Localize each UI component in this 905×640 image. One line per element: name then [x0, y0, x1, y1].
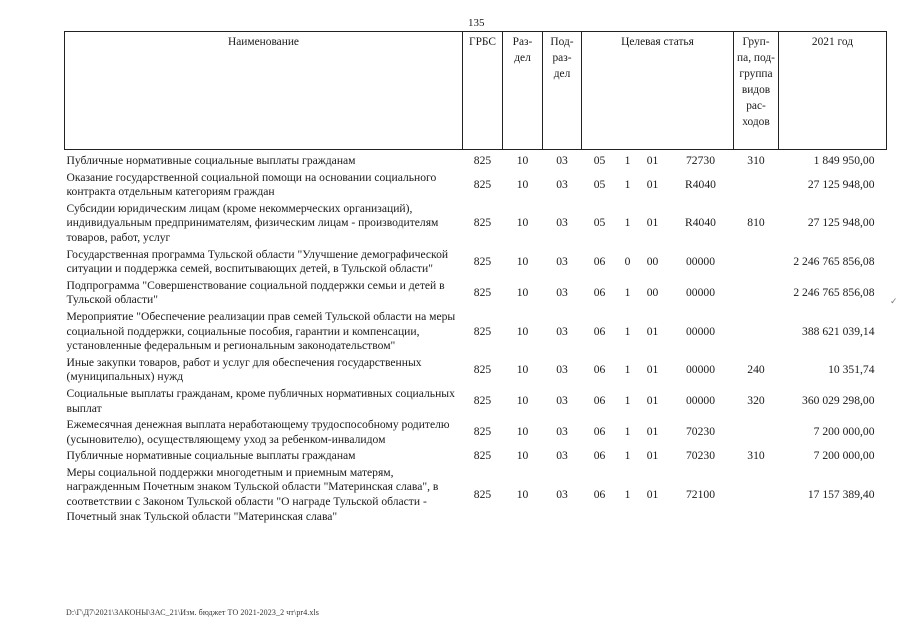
- row-target-direction: R4040: [685, 177, 716, 191]
- header-name: Наименование: [65, 32, 463, 150]
- row-podrazdel: 03: [556, 286, 568, 300]
- row-target-subprogram: 1: [624, 154, 631, 167]
- row-razdel: 10: [516, 154, 529, 167]
- row-amount: 1 849 950,00: [813, 154, 875, 167]
- page-number: 135: [468, 17, 485, 29]
- row-podrazdel: 03: [556, 487, 568, 501]
- row-expense-group: [734, 417, 779, 448]
- row-target-direction: 00000: [686, 254, 715, 268]
- row-target-subprogram: 1: [624, 449, 631, 463]
- row-target-program: 05: [593, 177, 606, 191]
- row-name: Ежемесячная денежная выплата неработающему трудоспособному родителю (усыновителю), осуществляющему уход за ребенком-инвалидом: [66, 418, 450, 446]
- header-grbs: ГРБС: [463, 32, 503, 150]
- row-podrazdel: 03: [556, 177, 568, 191]
- row-razdel: 10: [516, 487, 529, 501]
- margin-mark-icon: ✓: [890, 296, 898, 306]
- row-podrazdel: 03: [556, 449, 568, 463]
- row-grbs: 825: [473, 177, 492, 191]
- row-expense-group: [734, 247, 779, 278]
- row-grbs: 825: [473, 216, 492, 230]
- row-amount: 388 621 039,14: [802, 324, 875, 338]
- row-name: Публичные нормативные социальные выплаты гражданам: [66, 154, 356, 167]
- row-target-program: 06: [593, 254, 606, 268]
- row-target-direction: 72100: [686, 487, 715, 501]
- row-razdel: 10: [516, 254, 529, 268]
- row-target-subprogram: 1: [624, 216, 631, 230]
- row-target-direction: R4040: [685, 216, 716, 230]
- row-podrazdel: 03: [556, 216, 568, 230]
- row-razdel: 10: [516, 449, 529, 463]
- row-target-direction: 70230: [686, 425, 715, 439]
- row-grbs: 825: [473, 286, 492, 300]
- row-podrazdel: 03: [556, 425, 568, 439]
- row-amount: 27 125 948,00: [807, 177, 875, 191]
- table-row: [65, 448, 887, 465]
- row-target-direction: 00000: [686, 324, 715, 338]
- row-amount: 27 125 948,00: [807, 216, 875, 230]
- file-path-footer: D:\Г\Д7\2021\ЗАКОНЫ\ЗАС_21\Изм. бюджет ТО 2021-2023_2 чт\pr4.xls: [66, 608, 320, 617]
- row-target-event: 01: [646, 394, 659, 408]
- row-razdel: 10: [516, 177, 529, 191]
- row-target-program: 06: [593, 487, 606, 501]
- row-grbs: 825: [473, 487, 492, 501]
- row-grbs: 825: [473, 449, 492, 463]
- table-header: [65, 32, 887, 150]
- row-podrazdel: 03: [556, 254, 568, 268]
- row-target-subprogram: 1: [624, 394, 631, 408]
- row-amount: 7 200 000,00: [813, 449, 875, 463]
- row-name: Публичные нормативные социальные выплаты гражданам: [66, 449, 356, 463]
- row-razdel: 10: [516, 425, 529, 439]
- header-group: Груп- па, под- группа видов рас- ходов: [734, 32, 779, 150]
- row-name: Меры социальной поддержки многодетным и приемным матерям, награжденным Почетным знаком Тульской области "Материнская слава", в соответствии с Законом Тульской области "О награде Тульской области - Почетный знак Тульской области "Материнская слава": [66, 465, 439, 523]
- row-amount: 17 157 389,40: [807, 487, 875, 501]
- row-name: Иные закупки товаров, работ и услуг для обеспечения государственных (муниципальных) нужд: [66, 355, 422, 384]
- row-target-event: 01: [646, 216, 659, 230]
- row-expense-group: [734, 278, 779, 309]
- row-target-program: 06: [593, 324, 606, 338]
- row-razdel: 10: [516, 394, 529, 408]
- row-name: Субсидии юридическим лицам (кроме некоммерческих организаций), индивидуальным предпринимателям, физическим лицам - производителям товаров, работ, услуг: [66, 201, 439, 244]
- row-razdel: 10: [516, 363, 529, 377]
- row-amount: 2 246 765 856,08: [793, 254, 875, 268]
- row-target-event: 00: [646, 254, 659, 268]
- row-razdel: 10: [516, 324, 529, 338]
- row-expense-group: 810: [747, 216, 765, 230]
- row-grbs: 825: [473, 324, 492, 338]
- row-amount: 2 246 765 856,08: [793, 286, 875, 300]
- table-body: [65, 150, 887, 526]
- row-target-direction: 72730: [686, 154, 715, 167]
- table-row: [65, 465, 887, 525]
- row-target-event: 01: [646, 324, 659, 338]
- row-expense-group: [734, 170, 779, 201]
- row-amount: 10 351,74: [828, 363, 875, 377]
- table-row: [65, 386, 887, 417]
- row-target-event: 01: [646, 363, 659, 377]
- row-target-program: 06: [593, 449, 606, 463]
- row-name: Государственная программа Тульской области "Улучшение демографической ситуации и поддержка семей, воспитывающих детей, в Тульской области": [66, 247, 449, 276]
- row-grbs: 825: [473, 425, 492, 439]
- row-target-event: 01: [646, 449, 659, 463]
- row-podrazdel: 03: [556, 154, 568, 167]
- row-grbs: 825: [473, 154, 492, 167]
- row-target-subprogram: 1: [624, 177, 631, 191]
- row-target-event: 01: [646, 177, 659, 191]
- row-razdel: 10: [516, 216, 529, 230]
- row-expense-group: 240: [747, 363, 765, 377]
- row-grbs: 825: [473, 394, 492, 408]
- header-year: 2021 год: [779, 32, 887, 150]
- row-expense-group: 310: [747, 449, 765, 463]
- row-target-direction: 00000: [686, 286, 715, 300]
- row-target-program: 05: [593, 154, 606, 167]
- row-razdel: 10: [516, 286, 529, 300]
- row-target-event: 01: [646, 154, 659, 167]
- row-name: Мероприятие "Обеспечение реализации прав семей Тульской области на меры социальной поддержки, социальные пособия, гарантии и компенсации, установленные федеральным и региональным законодательством": [66, 309, 456, 353]
- row-target-subprogram: 1: [624, 425, 631, 439]
- row-name: Подпрограмма "Совершенствование социальной поддержки семьи и детей в Тульской области": [66, 278, 445, 307]
- row-target-program: 06: [593, 363, 606, 377]
- row-target-direction: 70230: [686, 449, 715, 463]
- header-podrazdel: Под- раз- дел: [543, 32, 582, 150]
- row-target-subprogram: 1: [624, 324, 631, 338]
- header-razdel: Раз- дел: [503, 32, 543, 150]
- row-expense-group: 320: [747, 394, 765, 408]
- row-target-subprogram: 1: [624, 363, 631, 377]
- row-target-subprogram: 1: [624, 487, 631, 501]
- row-expense-group: 310: [747, 154, 765, 167]
- row-target-event: 00: [646, 286, 659, 300]
- row-expense-group: [734, 465, 779, 525]
- budget-table: [64, 31, 887, 525]
- row-podrazdel: 03: [556, 324, 568, 338]
- row-name: Социальные выплаты гражданам, кроме публичных нормативных социальных выплат: [66, 386, 455, 415]
- row-target-program: 05: [593, 216, 606, 230]
- header-target: Целевая статья: [582, 32, 734, 150]
- row-target-program: 06: [593, 394, 606, 408]
- table-row: [65, 278, 887, 309]
- row-target-subprogram: 1: [624, 286, 631, 300]
- row-podrazdel: 03: [556, 363, 568, 377]
- row-grbs: 825: [473, 363, 492, 377]
- row-target-program: 06: [593, 425, 606, 439]
- row-name: Оказание государственной социальной помощи на основании социального контракта отдельным категориям граждан: [66, 170, 437, 199]
- row-amount: 360 029 298,00: [802, 394, 875, 408]
- row-podrazdel: 03: [556, 394, 568, 408]
- table-row: [65, 355, 887, 386]
- row-target-subprogram: 0: [624, 254, 631, 268]
- row-expense-group: [734, 309, 779, 355]
- table-row: [65, 417, 887, 448]
- row-target-direction: 00000: [686, 363, 715, 377]
- row-target-event: 01: [646, 487, 659, 501]
- table-row: [65, 170, 887, 201]
- table-row: [65, 247, 887, 278]
- table-row: [65, 309, 887, 355]
- row-target-direction: 00000: [686, 394, 715, 408]
- table-row: [65, 150, 887, 170]
- row-grbs: 825: [473, 254, 492, 268]
- row-amount: 7 200 000,00: [813, 425, 875, 439]
- row-target-event: 01: [646, 425, 659, 439]
- row-target-program: 06: [593, 286, 606, 300]
- table-row: [65, 201, 887, 247]
